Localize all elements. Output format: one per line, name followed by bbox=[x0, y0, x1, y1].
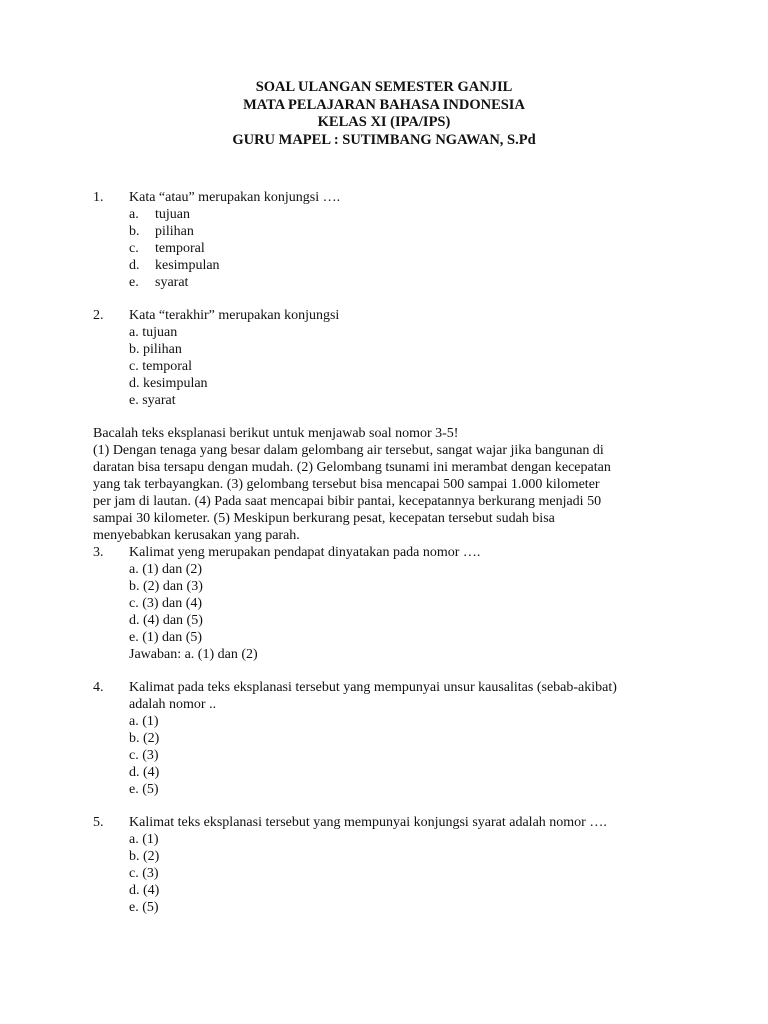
option-d: d. (4) bbox=[129, 765, 160, 780]
option-d: d. (4) dan (5) bbox=[129, 613, 203, 628]
option-b: b. (2) bbox=[129, 849, 160, 864]
option-c: c. (3) dan (4) bbox=[129, 596, 203, 611]
option-c: c. (3) bbox=[129, 748, 159, 763]
passage-line: yang tak terbayangkan. (3) gelombang tersebut bisa mencapai 500 sampai 1.000 kilometer bbox=[93, 477, 600, 492]
question-text: Kata “terakhir” merupakan konjungsi bbox=[129, 308, 340, 323]
option-b: b. pilihan bbox=[129, 342, 182, 357]
option-a: a. tujuan bbox=[129, 207, 190, 222]
option-a: a. (1) dan (2) bbox=[129, 562, 203, 577]
header-class: KELAS XI (IPA/IPS) bbox=[317, 114, 451, 130]
header-teacher: GURU MAPEL : SUTIMBANG NGAWAN, S.Pd bbox=[232, 131, 536, 148]
option-a: a. (1) bbox=[129, 832, 159, 847]
header-subject: MATA PELAJARAN BAHASA INDONESIA bbox=[243, 96, 525, 113]
reading-passage bbox=[93, 425, 683, 544]
question-text: Kalimat yeng merupakan pendapat dinyatakan pada nomor …. bbox=[129, 545, 481, 560]
option-list bbox=[129, 206, 683, 291]
option-d: d. kesimpulan bbox=[129, 258, 220, 273]
question-1 bbox=[93, 189, 683, 291]
option-e: e. syarat bbox=[129, 275, 189, 290]
document-header bbox=[0, 79, 768, 149]
option-a: a. (1) bbox=[129, 714, 159, 729]
option-list bbox=[129, 324, 683, 409]
option-b: b. (2) dan (3) bbox=[129, 579, 203, 594]
question-number: 5. bbox=[93, 815, 104, 830]
question-3 bbox=[93, 544, 683, 663]
option-list bbox=[129, 561, 683, 663]
questions-body bbox=[93, 189, 683, 916]
option-e: e. (5) bbox=[129, 782, 159, 797]
option-e: e. (5) bbox=[129, 900, 159, 915]
question-5 bbox=[93, 814, 683, 916]
option-c: c. (3) bbox=[129, 866, 159, 881]
passage-line: (1) Dengan tenaga yang besar dalam gelombang air tersebut, sangat wajar jika bangunan di bbox=[93, 443, 604, 458]
passage-line: menyebabkan kerusakan yang parah. bbox=[93, 528, 300, 543]
option-b: b. pilihan bbox=[129, 224, 194, 239]
header-title: SOAL ULANGAN SEMESTER GANJIL bbox=[255, 79, 513, 95]
question-4 bbox=[93, 679, 683, 798]
passage-line: sampai 30 kilometer. (5) Meskipun berkurang pesat, kecepatan tersebut sudah bisa bbox=[93, 511, 555, 526]
passage-line: daratan bisa tersapu dengan mudah. (2) Gelombang tsunami ini merambat dengan kecepatan bbox=[93, 460, 611, 475]
question-text: Kalimat pada teks eksplanasi tersebut yang mempunyai unsur kausalitas (sebab-akibat) adalah nomor .. bbox=[129, 680, 617, 712]
option-c: c. temporal bbox=[129, 241, 205, 256]
option-a: a. tujuan bbox=[129, 325, 178, 340]
question-number: 1. bbox=[93, 190, 104, 205]
question-text: Kalimat teks eksplanasi tersebut yang mempunyai konjungsi syarat adalah nomor …. bbox=[129, 815, 607, 830]
question-number: 4. bbox=[93, 680, 104, 695]
option-d: d. (4) bbox=[129, 883, 160, 898]
option-c: c. temporal bbox=[129, 359, 192, 374]
answer-key: Jawaban: a. (1) dan (2) bbox=[129, 647, 258, 662]
option-list bbox=[129, 831, 683, 916]
option-list bbox=[129, 713, 683, 798]
option-e: e. (1) dan (5) bbox=[129, 630, 203, 645]
question-text: Kata “atau” merupakan konjungsi …. bbox=[129, 190, 341, 205]
question-number: 3. bbox=[93, 545, 104, 560]
question-number: 2. bbox=[93, 308, 104, 323]
option-e: e. syarat bbox=[129, 393, 176, 408]
question-2 bbox=[93, 307, 683, 409]
passage-instruction: Bacalah teks eksplanasi berikut untuk menjawab soal nomor 3-5! bbox=[93, 426, 459, 441]
passage-line: per jam di lautan. (4) Pada saat mencapai bibir pantai, kecepatannya berkurang menjadi 50 bbox=[93, 494, 602, 509]
option-d: d. kesimpulan bbox=[129, 376, 208, 391]
option-b: b. (2) bbox=[129, 731, 160, 746]
